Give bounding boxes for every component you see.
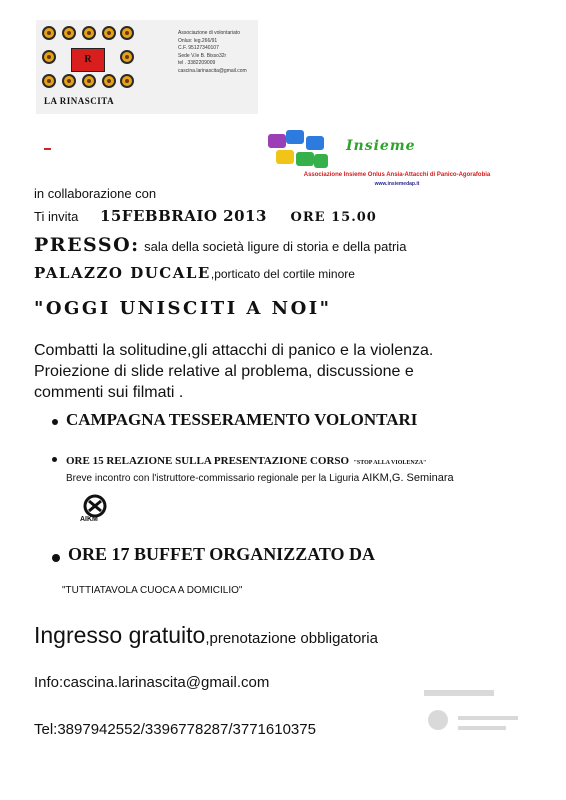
caterer-name: "TUTTIATAVOLA CUOCA A DOMICILIO"	[62, 585, 243, 596]
body-text-line: Proiezione di slide relative al problema, discussione e	[34, 363, 414, 380]
venue-detail: sala della società ligure di storia e della patria	[144, 239, 407, 254]
insieme-logo-block	[262, 126, 532, 192]
course-line	[66, 451, 426, 469]
instructor-name: AIKM,G. Seminara	[361, 472, 454, 484]
course-presentation: ORE 15 RELAZIONE SULLA PRESENTAZIONE CORSO	[66, 455, 350, 467]
phone-numbers: Tel:3897942552/3396778287/3771610375	[34, 721, 316, 738]
sun-icon	[42, 26, 56, 40]
insieme-subtitle: Associazione Insieme Onlus Ansia-Attacchi di Panico-Agorafobia	[303, 172, 491, 178]
sun-icon	[82, 26, 96, 40]
membership-campaign: CAMPAGNA TESSERAMENTO VOLONTARI	[66, 410, 418, 429]
booking-required: ,prenotazione obbligatoria	[205, 630, 378, 647]
faded-stamp-mark	[418, 690, 538, 760]
sun-grid-logo	[42, 26, 134, 88]
body-text-line: Combatti la solitudine,gli attacchi di panico e la violenza.	[34, 342, 434, 359]
aikm-logo	[74, 494, 116, 530]
sun-icon	[120, 74, 134, 88]
bullet-icon	[52, 419, 58, 425]
sun-icon	[42, 74, 56, 88]
event-title: "OGGI UNISCITI A NOI"	[34, 298, 332, 319]
org-detail-line: Onlus: leg.266/91	[178, 37, 218, 44]
insieme-wordmark: Insieme	[346, 138, 416, 154]
invite-prefix: Ti invita	[34, 209, 79, 224]
course-detail: Breve incontro con l'istruttore-commissario regionale per la Liguria	[66, 473, 360, 484]
red-mark	[44, 148, 51, 150]
sun-icon	[62, 26, 76, 40]
r-logo-mark: R	[71, 48, 105, 72]
sun-icon	[82, 74, 96, 88]
admission-line	[34, 622, 378, 649]
invite-line	[34, 207, 377, 225]
free-admission: Ingresso gratuito	[34, 622, 206, 648]
body-text-line: commenti sui filmati .	[34, 384, 184, 401]
event-time: ORE 15.00	[290, 210, 377, 225]
course-detail-line	[66, 472, 454, 484]
association-logo-block	[36, 20, 258, 114]
info-email: Info:cascina.larinascita@gmail.com	[34, 674, 270, 691]
sun-icon	[62, 74, 76, 88]
presso-label: PRESSO:	[34, 234, 140, 256]
palazzo-detail: ,porticato del cortile minore	[210, 267, 355, 281]
org-detail-line: tel . 3382209009	[178, 60, 216, 67]
org-details	[178, 30, 247, 76]
palazzo-line	[34, 264, 355, 283]
sun-icon	[120, 26, 134, 40]
bullet-icon	[52, 554, 60, 562]
buffet-line: ORE 17 BUFFET ORGANIZZATO DA	[68, 544, 376, 564]
org-detail-line: Associazione di volontariato	[178, 30, 240, 36]
aikm-logo-text: AIKM	[80, 516, 98, 523]
sun-icon	[120, 50, 134, 64]
palazzo-name: PALAZZO DUCALE	[34, 264, 211, 282]
bullet-icon	[52, 457, 57, 462]
org-email-detail: cascina.larinascita@gmail.com	[178, 67, 247, 74]
puzzle-icon	[268, 130, 330, 170]
collaboration-text: in collaborazione con	[34, 186, 157, 201]
sun-icon	[102, 26, 116, 40]
org-detail-line: Sede V.le B. Bisso32r	[178, 52, 227, 59]
event-date: 15FEBBRAIO 2013	[99, 207, 267, 225]
sun-icon	[42, 50, 56, 64]
insieme-url: www.insiemedap.it	[374, 181, 420, 187]
course-quote: "STOP ALLA VIOLENZA"	[353, 460, 427, 466]
org-detail-line: C.F. 95127340107	[178, 45, 219, 52]
venue-line	[34, 234, 406, 256]
sun-icon	[102, 74, 116, 88]
org-name: LA RINASCITA	[44, 96, 115, 106]
